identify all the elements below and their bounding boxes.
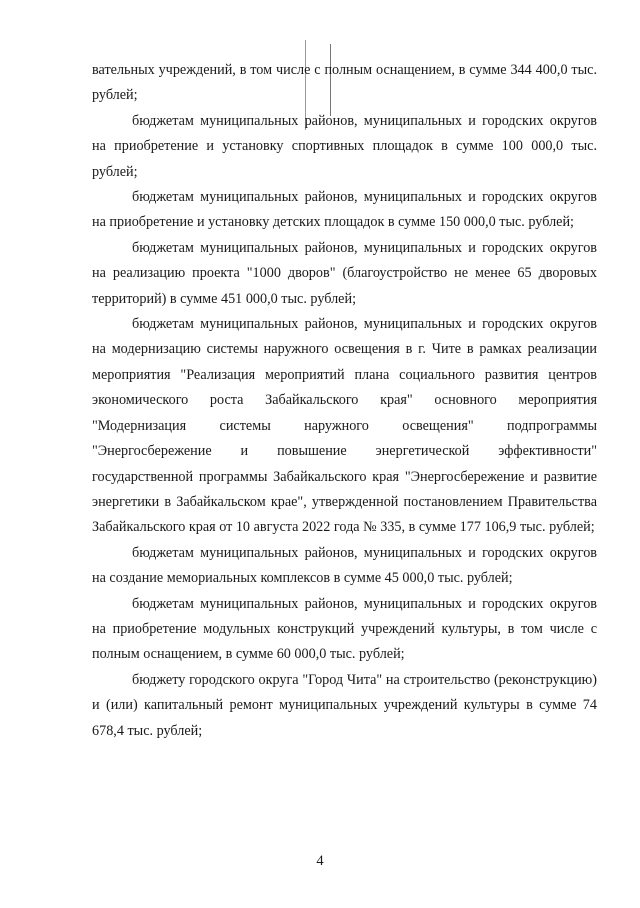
paragraph: бюджету городского округа "Город Чита" на строительство (реконструкцию) и (или) капитальный ремонт муниципальных учреждений культуры в сумме 74 678,4 тыс. рублей; — [92, 671, 597, 739]
body-text — [92, 58, 597, 744]
paragraph: бюджетам муниципальных районов, муниципальных и городских округов на реализацию проекта "1000 дворов" (благоустройство не менее 65 дворовых территорий) в сумме 451 000,0 тыс. рублей; — [92, 239, 597, 307]
paragraph: вательных учреждений, в том числе с полным оснащением, в сумме 344 400,0 тыс. рублей; — [92, 62, 597, 104]
paragraph: бюджетам муниципальных районов, муниципальных и городских округов на приобретение и установку спортивных площадок в сумме 100 000,0 тыс. рублей; — [92, 112, 597, 180]
paragraph: бюджетам муниципальных районов, муниципальных и городских округов на приобретение модульных конструкций учреждений культуры, в том числе с полным оснащением, в сумме 60 000,0 тыс. рублей; — [92, 595, 597, 663]
paragraph: бюджетам муниципальных районов, муниципальных и городских округов на создание мемориальных комплексов в сумме 45 000,0 тыс. рублей; — [92, 544, 597, 587]
paragraph: бюджетам муниципальных районов, муниципальных и городских округов на приобретение и установку детских площадок в сумме 150 000,0 тыс. рублей; — [92, 189, 597, 231]
page-number: 4 — [316, 853, 324, 869]
paragraph: бюджетам муниципальных районов, муниципальных и городских округов на модернизацию системы наружного освещения в г. Чите в рамках реализации мероприятия "Реализация мероприятий плана социального развития центров экономического роста Забайкальского края" основного мероприятия "Модернизация системы наружного освещения" подпрограммы "Энергосбережение и повышение энергетической эффективности" государственной программы Забайкальского края "Энергосбережение и развитие энергетики в Забайкальском крае", утвержденной постановлением Правительства Забайкальского края от 10 августа 2022 года № 335, в сумме 177 106,9 тыс. рублей; — [92, 316, 597, 536]
